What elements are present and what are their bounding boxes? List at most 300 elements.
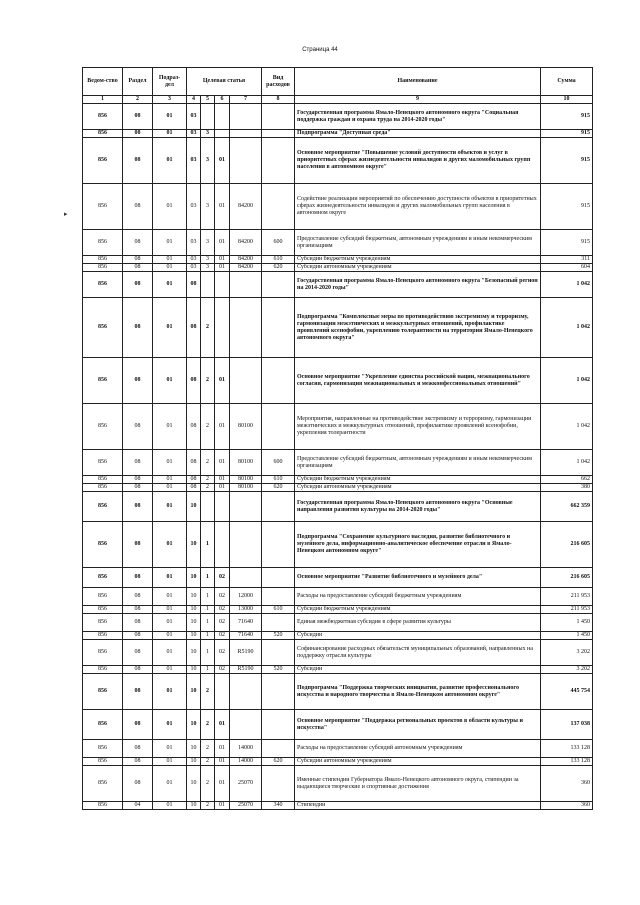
item-name: Предоставление субсидий бюджетным, автономным учреждениям и иным некоммерческим организациям — [295, 230, 541, 256]
section-code: 08 — [123, 632, 153, 640]
expense-type-code — [262, 492, 295, 522]
expense-type-code: 620 — [262, 758, 295, 766]
direction-code — [230, 104, 262, 130]
direction-code: 80100 — [230, 476, 262, 484]
expense-type-code: 520 — [262, 632, 295, 640]
subprogram-code: 2 — [201, 450, 215, 476]
item-sum: 662 359 — [541, 492, 593, 522]
item-name: Именные стипендии Губернатора Ямало-Ненецкого автономного округа, стипендии за выдающиеся творческие и спортивные достижения — [295, 766, 541, 802]
section-code: 08 — [123, 264, 153, 272]
item-name: Стипендии — [295, 802, 541, 810]
subsection-code: 01 — [153, 640, 187, 666]
item-name: Основное мероприятие "Развитие библиотечного и музейного дела" — [295, 568, 541, 588]
table-row — [83, 606, 593, 614]
department-code: 856 — [83, 492, 123, 522]
department-code: 856 — [83, 138, 123, 184]
item-sum: 3 202 — [541, 640, 593, 666]
table-row — [83, 104, 593, 130]
subprogram-code — [201, 272, 215, 298]
table-row — [83, 710, 593, 740]
header-expense-type: Вид расходов — [262, 68, 295, 96]
activity-code: 01 — [215, 230, 230, 256]
section-code: 08 — [123, 568, 153, 588]
program-code: 03 — [187, 138, 201, 184]
table-row — [83, 272, 593, 298]
table-row — [83, 264, 593, 272]
subsection-code: 01 — [153, 666, 187, 674]
expense-type-code: 600 — [262, 230, 295, 256]
column-number: 1 — [83, 96, 123, 104]
item-sum: 137 038 — [541, 710, 593, 740]
item-sum: 1 450 — [541, 632, 593, 640]
item-sum: 915 — [541, 130, 593, 138]
program-code: 10 — [187, 640, 201, 666]
program-code: 08 — [187, 404, 201, 450]
column-number: 9 — [295, 96, 541, 104]
direction-code: 14000 — [230, 740, 262, 758]
item-name: Содействие реализации мероприятий по обеспечению доступности объектов в приоритетных сферах жизнедеятельности инвалидов и других маломобильных групп населения в автономном округе — [295, 184, 541, 230]
page-label: Страница 44 — [302, 47, 338, 53]
subprogram-code: 3 — [201, 130, 215, 138]
direction-code: 71640 — [230, 614, 262, 632]
subprogram-code: 2 — [201, 758, 215, 766]
subsection-code: 01 — [153, 404, 187, 450]
department-code: 856 — [83, 640, 123, 666]
department-code: 856 — [83, 632, 123, 640]
program-code: 10 — [187, 674, 201, 710]
department-code: 856 — [83, 184, 123, 230]
activity-code — [215, 674, 230, 710]
expense-type-code: 610 — [262, 606, 295, 614]
section-code: 08 — [123, 256, 153, 264]
subsection-code: 01 — [153, 632, 187, 640]
section-code: 08 — [123, 476, 153, 484]
direction-code — [230, 674, 262, 710]
expense-type-code — [262, 640, 295, 666]
item-sum: 360 — [541, 802, 593, 810]
expense-type-code: 620 — [262, 264, 295, 272]
item-name: Субсидии бюджетным учреждениям — [295, 606, 541, 614]
item-name: Подпрограмма "Доступная среда" — [295, 130, 541, 138]
expense-type-code — [262, 740, 295, 758]
expense-type-code — [262, 104, 295, 130]
table-row — [83, 632, 593, 640]
subprogram-code: 3 — [201, 230, 215, 256]
item-sum: 133 128 — [541, 740, 593, 758]
subsection-code: 01 — [153, 522, 187, 568]
item-sum: 1 042 — [541, 450, 593, 476]
item-name: Основное мероприятие "Повышение условий доступности объектов и услуг в приоритетных сферах жизнедеятельности инвалидов и других маломобильных групп населения в автономном округе" — [295, 138, 541, 184]
program-code: 08 — [187, 272, 201, 298]
direction-code: R5190 — [230, 666, 262, 674]
program-code: 08 — [187, 476, 201, 484]
activity-code: 02 — [215, 632, 230, 640]
expense-type-code — [262, 710, 295, 740]
department-code: 856 — [83, 766, 123, 802]
activity-code — [215, 298, 230, 358]
header-sum: Сумма — [541, 68, 593, 96]
table-row — [83, 666, 593, 674]
item-sum: 915 — [541, 138, 593, 184]
item-name: Расходы на предоставление субсидий бюджетным учреждениям — [295, 588, 541, 606]
direction-code: 25070 — [230, 766, 262, 802]
item-name: Расходы на предоставление субсидий автономным учреждениям — [295, 740, 541, 758]
department-code: 856 — [83, 606, 123, 614]
subprogram-code — [201, 104, 215, 130]
program-code: 03 — [187, 104, 201, 130]
subsection-code: 01 — [153, 358, 187, 404]
subprogram-code: 3 — [201, 256, 215, 264]
department-code: 856 — [83, 264, 123, 272]
subprogram-code: 1 — [201, 614, 215, 632]
activity-code — [215, 492, 230, 522]
table-row — [83, 588, 593, 606]
subsection-code: 01 — [153, 606, 187, 614]
item-name: Единая межбюджетная субсидия в сфере развития культуры — [295, 614, 541, 632]
subsection-code: 01 — [153, 484, 187, 492]
item-name: Субсидии бюджетным учреждениям — [295, 256, 541, 264]
expense-type-code — [262, 272, 295, 298]
item-name: Государственная программа Ямало-Ненецкого автономного округа "Основные направления развития культуры на 2014-2020 годы" — [295, 492, 541, 522]
expense-type-code — [262, 298, 295, 358]
item-name: Субсидии — [295, 666, 541, 674]
activity-code: 01 — [215, 710, 230, 740]
subprogram-code: 3 — [201, 264, 215, 272]
direction-code — [230, 298, 262, 358]
item-name: Основное мероприятие "Укрепление единства российской нации, межнационального согласия, гармонизация межнациональных и межконфессиональных отношений" — [295, 358, 541, 404]
subprogram-code: 1 — [201, 568, 215, 588]
header-section: Раздел — [123, 68, 153, 96]
department-code: 856 — [83, 272, 123, 298]
subprogram-code: 1 — [201, 666, 215, 674]
column-number: 5 — [201, 96, 215, 104]
subsection-code: 01 — [153, 138, 187, 184]
item-sum: 133 128 — [541, 758, 593, 766]
subsection-code: 01 — [153, 130, 187, 138]
direction-code: 84200 — [230, 264, 262, 272]
department-code: 856 — [83, 740, 123, 758]
direction-code — [230, 130, 262, 138]
table-row — [83, 740, 593, 758]
department-code: 856 — [83, 484, 123, 492]
subsection-code: 01 — [153, 710, 187, 740]
section-code: 08 — [123, 758, 153, 766]
department-code: 856 — [83, 104, 123, 130]
subsection-code: 01 — [153, 256, 187, 264]
item-name: Основное мероприятие "Поддержка региональных проектов в области культуры и искусства" — [295, 710, 541, 740]
section-code: 08 — [123, 492, 153, 522]
subprogram-code: 2 — [201, 484, 215, 492]
subsection-code: 01 — [153, 272, 187, 298]
item-sum: 1 042 — [541, 272, 593, 298]
direction-code: 12000 — [230, 588, 262, 606]
program-code: 03 — [187, 264, 201, 272]
direction-code — [230, 272, 262, 298]
subsection-code: 01 — [153, 298, 187, 358]
section-code: 08 — [123, 606, 153, 614]
program-code: 03 — [187, 184, 201, 230]
direction-code: 13000 — [230, 606, 262, 614]
program-code: 10 — [187, 606, 201, 614]
item-name: Субсидии автономным учреждениям — [295, 484, 541, 492]
activity-code: 01 — [215, 358, 230, 404]
expense-type-code: 610 — [262, 256, 295, 264]
expense-type-code — [262, 130, 295, 138]
item-name: Мероприятия, направленные на противодействие экстремизму и терроризму, гармонизации межэтнических и межкультурных отношений, профилактике проявлений ксенофобии, укрепления толерантности — [295, 404, 541, 450]
direction-code: 14000 — [230, 758, 262, 766]
item-sum: 211 953 — [541, 606, 593, 614]
expense-type-code — [262, 568, 295, 588]
program-code: 10 — [187, 740, 201, 758]
column-number: 10 — [541, 96, 593, 104]
activity-code: 01 — [215, 476, 230, 484]
expense-type-code — [262, 184, 295, 230]
section-code: 08 — [123, 358, 153, 404]
direction-code: 80100 — [230, 450, 262, 476]
activity-code: 01 — [215, 138, 230, 184]
subsection-code: 01 — [153, 104, 187, 130]
subsection-code: 01 — [153, 476, 187, 484]
department-code: 856 — [83, 802, 123, 810]
item-name: Субсидии — [295, 632, 541, 640]
activity-code: 01 — [215, 484, 230, 492]
activity-code: 01 — [215, 256, 230, 264]
activity-code: 01 — [215, 184, 230, 230]
subprogram-code: 3 — [201, 138, 215, 184]
activity-code: 02 — [215, 568, 230, 588]
table-row — [83, 492, 593, 522]
direction-code — [230, 710, 262, 740]
direction-code: 84200 — [230, 230, 262, 256]
subprogram-code: 1 — [201, 640, 215, 666]
subprogram-code: 2 — [201, 298, 215, 358]
section-code: 08 — [123, 230, 153, 256]
program-code: 03 — [187, 130, 201, 138]
section-code: 08 — [123, 666, 153, 674]
program-code: 10 — [187, 588, 201, 606]
table-row — [83, 674, 593, 710]
item-name: Государственная программа Ямало-Ненецкого автономного округа "Безопасный регион на 2014-2020 годы" — [295, 272, 541, 298]
table-row — [83, 484, 593, 492]
program-code: 08 — [187, 358, 201, 404]
item-sum: 1 042 — [541, 298, 593, 358]
department-code: 856 — [83, 130, 123, 138]
item-sum: 216 605 — [541, 568, 593, 588]
direction-code: 25070 — [230, 802, 262, 810]
expense-type-code: 600 — [262, 450, 295, 476]
expense-type-code — [262, 766, 295, 802]
header-subsection: Подраз-дел — [153, 68, 187, 96]
direction-code: 84200 — [230, 256, 262, 264]
table-row — [83, 522, 593, 568]
item-sum: 211 953 — [541, 588, 593, 606]
activity-code: 01 — [215, 758, 230, 766]
program-code: 03 — [187, 230, 201, 256]
column-number-row — [83, 96, 593, 104]
subsection-code: 01 — [153, 758, 187, 766]
expense-type-code — [262, 588, 295, 606]
activity-code: 02 — [215, 614, 230, 632]
section-code: 08 — [123, 104, 153, 130]
section-code: 08 — [123, 614, 153, 632]
department-code: 856 — [83, 614, 123, 632]
column-number: 8 — [262, 96, 295, 104]
activity-code: 02 — [215, 666, 230, 674]
department-code: 856 — [83, 674, 123, 710]
item-sum: 915 — [541, 184, 593, 230]
program-code: 08 — [187, 298, 201, 358]
program-code: 10 — [187, 568, 201, 588]
side-mark: ▸ — [64, 210, 68, 218]
expense-type-code: 340 — [262, 802, 295, 810]
expense-type-code: 610 — [262, 476, 295, 484]
program-code: 10 — [187, 802, 201, 810]
header-target-item: Целевая статья — [187, 68, 262, 96]
column-number: 7 — [230, 96, 262, 104]
expense-type-code — [262, 614, 295, 632]
direction-code: 84200 — [230, 184, 262, 230]
activity-code: 01 — [215, 404, 230, 450]
table-row — [83, 802, 593, 810]
subsection-code: 01 — [153, 614, 187, 632]
activity-code: 02 — [215, 606, 230, 614]
table-row — [83, 758, 593, 766]
item-name: Предоставление субсидий бюджетным, автономным учреждениям и иным некоммерческим организациям — [295, 450, 541, 476]
subprogram-code: 2 — [201, 802, 215, 810]
expense-type-code: 520 — [262, 666, 295, 674]
direction-code — [230, 492, 262, 522]
item-sum: 915 — [541, 104, 593, 130]
activity-code — [215, 272, 230, 298]
program-code: 03 — [187, 256, 201, 264]
department-code: 856 — [83, 710, 123, 740]
program-code: 10 — [187, 758, 201, 766]
section-code: 08 — [123, 138, 153, 184]
activity-code: 02 — [215, 588, 230, 606]
header-department: Ведом-ство — [83, 68, 123, 96]
table-row — [83, 184, 593, 230]
department-code: 856 — [83, 450, 123, 476]
item-sum: 662 — [541, 476, 593, 484]
table-row — [83, 358, 593, 404]
activity-code: 02 — [215, 640, 230, 666]
direction-code: 71640 — [230, 632, 262, 640]
section-code: 08 — [123, 522, 153, 568]
section-code: 08 — [123, 766, 153, 802]
item-name: Субсидии автономным учреждениям — [295, 264, 541, 272]
section-code: 08 — [123, 298, 153, 358]
program-code: 10 — [187, 766, 201, 802]
section-code: 08 — [123, 450, 153, 476]
subprogram-code: 2 — [201, 766, 215, 802]
header-row — [83, 68, 593, 96]
subsection-code: 01 — [153, 184, 187, 230]
program-code: 08 — [187, 484, 201, 492]
department-code: 856 — [83, 230, 123, 256]
table-row — [83, 404, 593, 450]
item-name: Софинансирование расходных обязательств муниципальных образований, направленных на поддержку отрасли культуры — [295, 640, 541, 666]
subprogram-code: 2 — [201, 710, 215, 740]
direction-code — [230, 358, 262, 404]
table-row — [83, 614, 593, 632]
section-code: 08 — [123, 588, 153, 606]
item-name: Подпрограмма "Поддержка творческих инициатив, развитие профессионального искусства и народного творчества в Ямало-Ненецком автономном округе" — [295, 674, 541, 710]
department-code: 856 — [83, 588, 123, 606]
activity-code: 01 — [215, 450, 230, 476]
expense-type-code — [262, 138, 295, 184]
section-code: 08 — [123, 640, 153, 666]
header-name: Наименование — [295, 68, 541, 96]
department-code: 856 — [83, 476, 123, 484]
table-row — [83, 256, 593, 264]
program-code: 10 — [187, 614, 201, 632]
section-code: 08 — [123, 740, 153, 758]
direction-code — [230, 138, 262, 184]
section-code: 08 — [123, 130, 153, 138]
budget-body — [83, 104, 593, 810]
item-sum: 1 042 — [541, 404, 593, 450]
subsection-code: 01 — [153, 450, 187, 476]
activity-code: 01 — [215, 802, 230, 810]
direction-code: 80100 — [230, 484, 262, 492]
subsection-code: 01 — [153, 802, 187, 810]
subprogram-code: 1 — [201, 588, 215, 606]
table-row — [83, 230, 593, 256]
subprogram-code — [201, 492, 215, 522]
subprogram-code: 1 — [201, 632, 215, 640]
subsection-code: 01 — [153, 230, 187, 256]
program-code: 10 — [187, 710, 201, 740]
section-code: 08 — [123, 404, 153, 450]
section-code: 08 — [123, 710, 153, 740]
subprogram-code: 2 — [201, 404, 215, 450]
subprogram-code: 2 — [201, 674, 215, 710]
section-code: 08 — [123, 272, 153, 298]
direction-code — [230, 568, 262, 588]
program-code: 10 — [187, 522, 201, 568]
item-name: Подпрограмма "Сохранение культурного наследия, развитие библиотечного и музейного дела, информационно-аналитическое обеспечение отрасли в Ямало-Ненецком автономном округе" — [295, 522, 541, 568]
expense-type-code — [262, 358, 295, 404]
activity-code — [215, 104, 230, 130]
item-sum: 216 605 — [541, 522, 593, 568]
direction-code: R5190 — [230, 640, 262, 666]
item-name: Субсидии бюджетным учреждениям — [295, 476, 541, 484]
item-sum: 360 — [541, 766, 593, 802]
table-row — [83, 476, 593, 484]
expense-type-code: 620 — [262, 484, 295, 492]
activity-code: 01 — [215, 766, 230, 802]
department-code: 856 — [83, 666, 123, 674]
subsection-code: 01 — [153, 740, 187, 758]
item-sum: 915 — [541, 230, 593, 256]
subprogram-code: 2 — [201, 476, 215, 484]
item-name: Субсидии автономным учреждениям — [295, 758, 541, 766]
item-sum: 1 042 — [541, 358, 593, 404]
item-sum: 3 202 — [541, 666, 593, 674]
table-row — [83, 640, 593, 666]
table-row — [83, 766, 593, 802]
department-code: 856 — [83, 298, 123, 358]
department-code: 856 — [83, 358, 123, 404]
program-code: 10 — [187, 492, 201, 522]
column-number: 3 — [153, 96, 187, 104]
department-code: 856 — [83, 522, 123, 568]
item-sum: 445 754 — [541, 674, 593, 710]
budget-table — [82, 67, 593, 810]
section-code: 08 — [123, 484, 153, 492]
item-sum: 604 — [541, 264, 593, 272]
subsection-code: 01 — [153, 264, 187, 272]
